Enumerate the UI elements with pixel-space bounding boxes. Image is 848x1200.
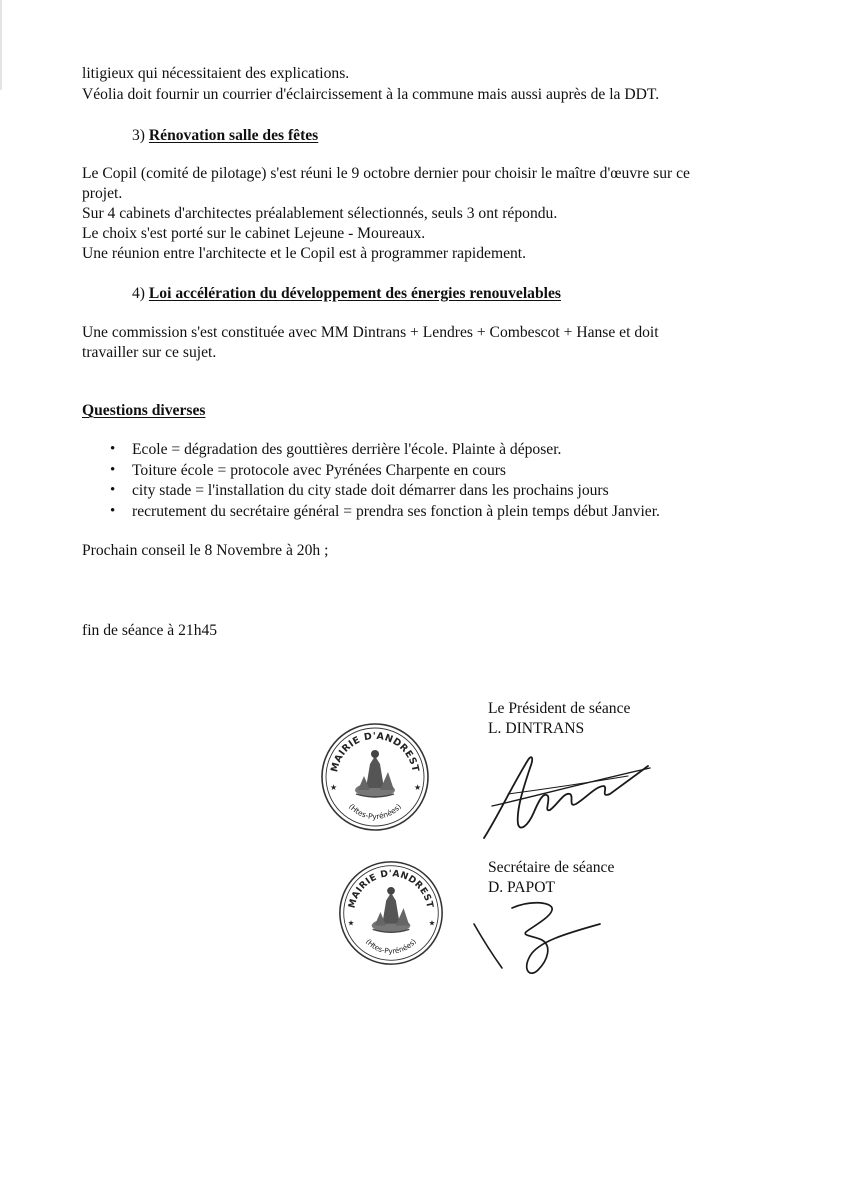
next-council: Prochain conseil le 8 Novembre à 20h ; (82, 542, 329, 559)
section-3-line: Une réunion entre l'architecte et le Copil est à programmer rapidement. (82, 245, 527, 262)
intro-line-2: Véolia doit fournir un courrier d'éclaircissement à la commune mais aussi auprès de la DDT. (82, 86, 660, 103)
section-3-line: Le choix s'est porté sur le cabinet Lejeune - Moureaux. (82, 225, 426, 242)
list-item: • Ecole = dégradation des gouttières derrière l'école. Plainte à déposer. (82, 440, 660, 461)
section-4-title: Loi accélération du développement des énergies renouvelables (148, 285, 561, 302)
questions-diverses-heading: Questions diverses (82, 402, 206, 419)
svg-text:★: ★ (428, 918, 436, 928)
svg-text:(Htes-Pyrénées): (Htes-Pyrénées) (346, 802, 404, 822)
svg-text:★: ★ (347, 918, 355, 928)
section-3-line: Sur 4 cabinets d'architectes préalablement sélectionnés, seuls 3 ont répondu. (82, 205, 558, 222)
section-3-line: projet. (82, 185, 123, 202)
list-item: • Toiture école = protocole avec Pyrénées Charpente en cours (82, 461, 660, 482)
list-item: • city stade = l'installation du city stade doit démarrer dans les prochains jours (82, 481, 660, 502)
section-3-line: Le Copil (comité de pilotage) s'est réuni le 9 octobre dernier pour choisir le maître d'œuvre sur ce (82, 165, 690, 182)
mairie-stamp-icon (318, 720, 432, 834)
svg-text:★: ★ (414, 783, 422, 792)
list-item: • recrutement du secrétaire général = prendra ses fonction à plein temps début Janvier. (82, 502, 660, 523)
svg-text:(Htes-Pyrénées): (Htes-Pyrénées) (363, 937, 419, 956)
secretary-signature-icon (468, 898, 618, 982)
president-name: L. DINTRANS (488, 720, 585, 737)
svg-text:MAIRIE D'ANDREST: MAIRIE D'ANDREST (346, 868, 436, 910)
section-4-number: 4) (132, 285, 145, 302)
intro-line-1: litigieux qui nécessitaient des explications. (82, 65, 350, 82)
secretary-role: Secrétaire de séance (488, 859, 615, 876)
secretary-name: D. PAPOT (488, 879, 556, 896)
svg-text:MAIRIE D'ANDREST: MAIRIE D'ANDREST (329, 730, 421, 774)
questions-list (82, 440, 660, 522)
end-of-session: fin de séance à 21h45 (82, 622, 218, 639)
section-3-title: Rénovation salle des fêtes (148, 127, 319, 144)
section-4-line: travailler sur ce sujet. (82, 344, 217, 361)
section-3-heading (132, 126, 318, 145)
president-signature-icon (478, 746, 658, 846)
svg-text:★: ★ (330, 783, 338, 792)
president-role: Le Président de séance (488, 700, 631, 717)
section-3-number: 3) (132, 127, 145, 144)
section-4-heading (132, 284, 561, 303)
mairie-stamp-icon (336, 858, 446, 968)
section-4-line: Une commission s'est constituée avec MM Dintrans + Lendres + Combescot + Hanse et doit (82, 324, 659, 341)
scan-edge-mark (0, 0, 2, 90)
